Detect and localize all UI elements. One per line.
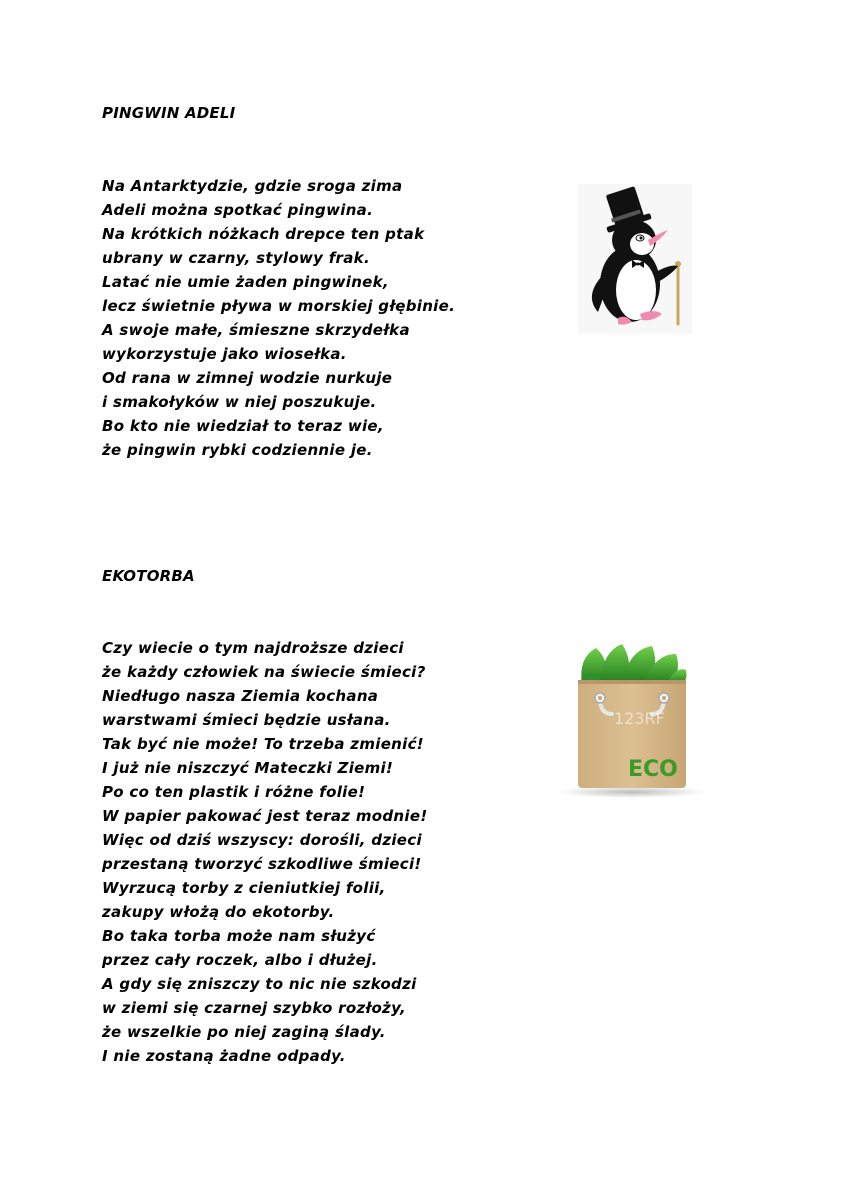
- poem-line: lecz świetnie pływa w morskiej głębinie.: [102, 297, 456, 315]
- poem-line: I nie zostaną żadne odpady.: [102, 1047, 346, 1065]
- eco-bag-icon: [556, 640, 708, 800]
- poem-body-pingwin: [102, 174, 455, 462]
- eco-label: ECO: [628, 757, 678, 782]
- penguin-in-top-hat-icon: [578, 184, 692, 334]
- poem-line: Tak być nie może! To trzeba zmienić!: [102, 735, 424, 753]
- poem-line: wykorzystuje jako wiosełka.: [102, 345, 347, 363]
- poem-line: Bo taka torba może nam służyć: [102, 927, 376, 945]
- poem-line: W papier pakować jest teraz modnie!: [102, 807, 428, 825]
- poem-title-pingwin: PINGWIN ADELI: [102, 104, 236, 122]
- poem-line: że pingwin rybki codziennie je.: [102, 441, 373, 459]
- poem-line: zakupy włożą do ekotorby.: [102, 903, 335, 921]
- poem-line: Wyrzucą torby z cieniutkiej folii,: [102, 879, 386, 897]
- poem-line: Od rana w zimnej wodzie nurkuje: [102, 369, 393, 387]
- poem-line: Na krótkich nóżkach drepce ten ptak: [102, 225, 425, 243]
- poem-line: Po co ten plastik i różne folie!: [102, 783, 366, 801]
- poem-title-ekotorba: EKOTORBA: [102, 567, 195, 585]
- poem-line: warstwami śmieci będzie usłana.: [102, 711, 391, 729]
- poem-line: ubrany w czarny, stylowy frak.: [102, 249, 370, 267]
- poem-line: Niedługo nasza Ziemia kochana: [102, 687, 379, 705]
- poem-line: I już nie niszczyć Mateczki Ziemi!: [102, 759, 394, 777]
- poem-line: że wszelkie po niej zaginą ślady.: [102, 1023, 386, 1041]
- poem-line: A gdy się zniszczy to nic nie szkodzi: [102, 975, 417, 993]
- poem-body-ekotorba: [102, 636, 427, 1068]
- poem-line: przestaną tworzyć szkodliwe śmieci!: [102, 855, 422, 873]
- poem-line: że każdy człowiek na świecie śmieci?: [102, 663, 426, 681]
- poem-line: przez cały roczek, albo i dłużej.: [102, 951, 378, 969]
- poem-line: Czy wiecie o tym najdroższe dzieci: [102, 639, 404, 657]
- watermark-text: 123RF: [614, 709, 665, 728]
- poem-line: i smakołyków w niej poszukuje.: [102, 393, 377, 411]
- poem-line: Adeli można spotkać pingwina.: [102, 201, 374, 219]
- poem-line: Więc od dziś wszyscy: dorośli, dzieci: [102, 831, 422, 849]
- poem-line: Na Antarktydzie, gdzie sroga zima: [102, 177, 403, 195]
- poem-line: Bo kto nie wiedział to teraz wie,: [102, 417, 384, 435]
- poem-line: Latać nie umie żaden pingwinek,: [102, 273, 389, 291]
- poem-line: A swoje małe, śmieszne skrzydełka: [102, 321, 410, 339]
- poem-line: w ziemi się czarnej szybko rozłoży,: [102, 999, 406, 1017]
